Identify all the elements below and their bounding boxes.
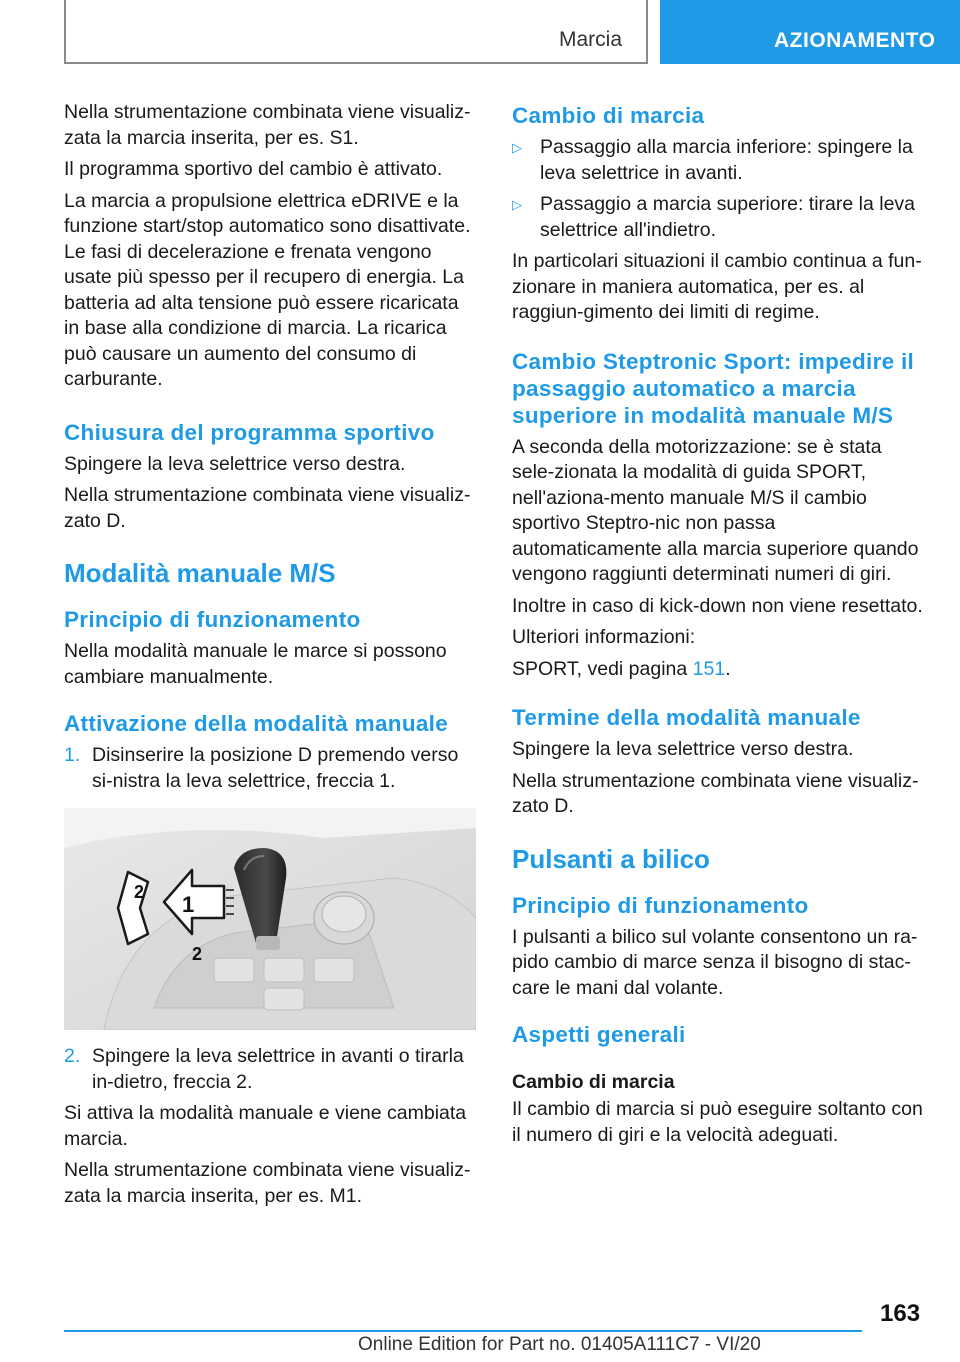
paragraph: [512, 657, 928, 683]
arrow-1-label: 1: [182, 892, 195, 917]
heading-chiusura: Chiusura del programma sportivo: [64, 419, 435, 445]
header-section-title: Marcia: [558, 28, 622, 51]
cross-reference-text: SPORT, vedi pagina: [512, 657, 693, 680]
paragraph: Inoltre in caso di kick-down non viene resettato.: [512, 594, 923, 617]
header-chapter-tab: AZIONAMENTO: [660, 0, 960, 64]
list-item-text: Passaggio a marcia superiore: tirare la leva selettrice all'indietro.: [540, 193, 916, 241]
heading-termine: Termine della modalità manuale: [512, 705, 861, 730]
paragraph: La marcia a propulsione elettrica eDRIVE e la funzione start/stop automatico sono disattivate. Le fasi di decelerazione e frenata vengono usate più spesso per il recupero di energia. La batteria ad alta tensione può essere ricaricata in base alla condizione di marcia. La ricarica può causare un aumento del consumo di carburante.: [64, 189, 471, 390]
page-number: 163: [880, 1300, 921, 1327]
list-item: [512, 192, 928, 243]
paragraph: I pulsanti a bilico sul volante consentono un ra-pido cambio di marce senza il bisogno di stac-care le mani dal volante.: [512, 925, 918, 999]
list-item: [64, 743, 476, 794]
paragraph: Il cambio di marcia si può eseguire soltanto con il numero di giri e la velocità adeguati.: [512, 1098, 923, 1146]
paragraph: Nella modalità manuale le marce si possono cambiare manualmente.: [64, 640, 447, 688]
arrow-2-label: 2: [192, 944, 203, 964]
right-column: [512, 100, 928, 1154]
step-number: 2.: [64, 1045, 81, 1067]
paragraph: A seconda della motorizzazione: se è stata sele-zionata la modalità di guida SPORT, nell'aziona-mento manuale M/S il cambio sportivo Steptro-nic non passa automaticamente alla marcia superiore quando vengono raggiunti determinati numeri di giri.: [512, 435, 919, 585]
paragraph: Nella strumentazione combinata viene visualiz-zato D.: [64, 484, 471, 532]
paragraph: Il programma sportivo del cambio è attivato.: [64, 158, 443, 180]
step-number: 1.: [64, 744, 81, 766]
paragraph: In particolari situazioni il cambio continua a fun-zionare in maniera automatica, per es. al raggiun-gimento dei limiti di regime.: [512, 250, 922, 323]
list-item: [64, 1044, 476, 1095]
subheading-cambio-di-marcia: Cambio di marcia: [512, 1071, 675, 1093]
paragraph: Ulteriori informazioni:: [512, 626, 696, 648]
footer-divider: [64, 1330, 862, 1332]
triangle-bullet-icon: ▷: [512, 140, 522, 155]
list-item-text: Passaggio alla marcia inferiore: spingere la leva selettrice in avanti.: [540, 136, 913, 184]
paragraph: Nella strumentazione combinata viene visualiz-zato D.: [512, 769, 919, 817]
paragraph: Spingere la leva selettrice verso destra.: [64, 452, 406, 475]
heading-modalita-manuale: Modalità manuale M/S: [64, 558, 336, 588]
paragraph: Nella strumentazione combinata viene visualiz-zata la marcia inserita, per es. M1.: [64, 1159, 471, 1207]
header-section-box: [64, 0, 648, 64]
heading-steptronic: Cambio Steptronic Sport: impedire il passaggio automatico a marcia superiore in modalità manuale M/S: [512, 348, 915, 428]
heading-aspetti-generali: Aspetti generali: [512, 1022, 686, 1047]
list-item: [512, 135, 928, 186]
heading-principio: Principio di funzionamento: [512, 892, 809, 918]
page-link[interactable]: 151: [692, 657, 726, 680]
paragraph: Nella strumentazione combinata viene visualiz-zata la marcia inserita, per es. S1.: [64, 101, 471, 149]
triangle-bullet-icon: ▷: [512, 197, 522, 212]
heading-principio: Principio di funzionamento: [64, 607, 361, 632]
step-text: Disinserire la posizione D premendo verso si-nistra la leva selettrice, freccia 1.: [92, 744, 459, 792]
paragraph: Spingere la leva selettrice verso destra.: [512, 738, 854, 760]
cross-reference-end: .: [725, 657, 731, 680]
heading-pulsanti-a-bilico: Pulsanti a bilico: [512, 843, 710, 874]
step-text: Spingere la leva selettrice in avanti o tirarla in-dietro, freccia 2.: [92, 1045, 464, 1093]
heading-attivazione: Attivazione della modalità manuale: [64, 711, 449, 736]
footer-edition: Online Edition for Part no. 01405A111C7 - VI/20: [358, 1334, 761, 1355]
left-column: [64, 100, 476, 1215]
paragraph: Si attiva la modalità manuale e viene cambiata marcia.: [64, 1102, 467, 1150]
gear-selector-illustration: [64, 808, 476, 1030]
arrow-2-label: 2: [134, 882, 145, 902]
heading-cambio-di-marcia: Cambio di marcia: [512, 103, 705, 128]
